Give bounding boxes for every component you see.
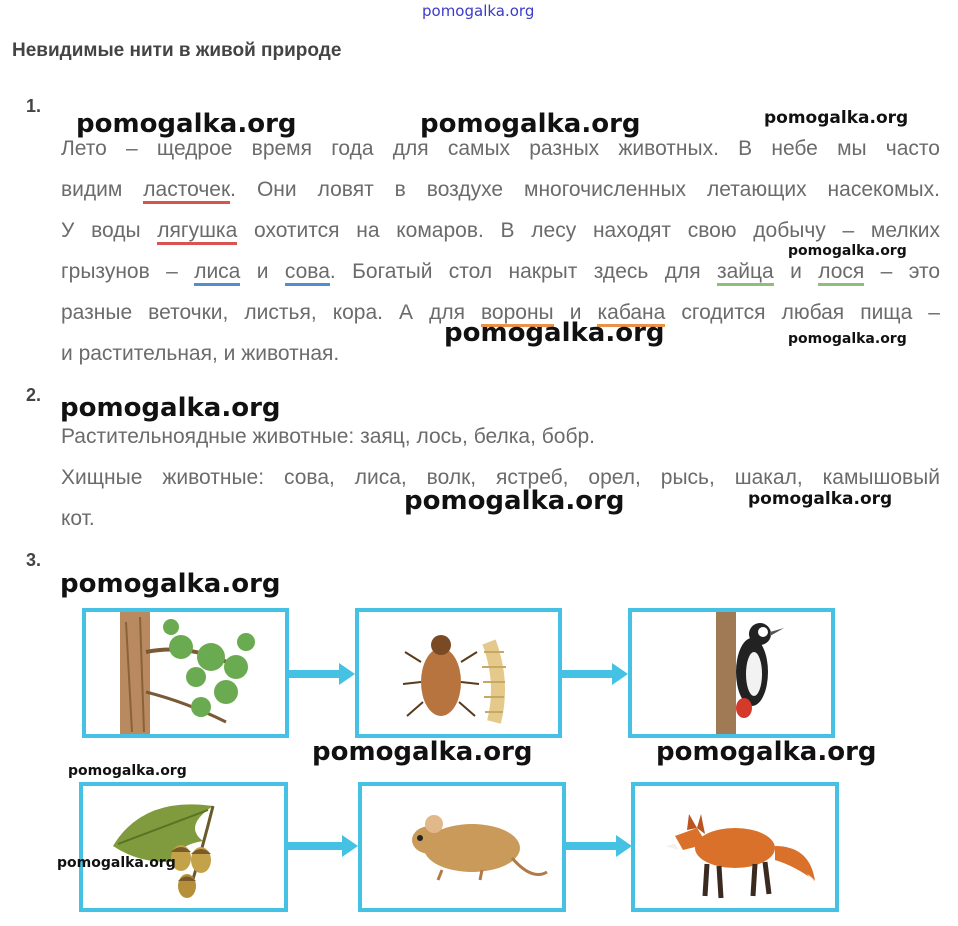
watermark: pomogalka.org [444, 318, 665, 348]
watermark: pomogalka.org [764, 108, 909, 128]
oak-leaf-icon [83, 786, 284, 908]
word-crow: вороны [481, 301, 554, 327]
mouse-image [358, 782, 566, 912]
fox-icon [635, 786, 835, 908]
watermark: pomogalka.org [788, 331, 907, 347]
watermark: pomogalka.org [748, 489, 893, 509]
text-line: грызунов – лиса и сова. Богатый стол накрыт здесь для зайца и лося – это [61, 251, 940, 292]
watermark: pomogalka.org [60, 569, 281, 599]
section-number-3: 3. [26, 550, 42, 570]
text-line: Лето – щедрое время года для самых разных животных. В небе мы часто [61, 137, 940, 160]
chain-arrow [289, 670, 341, 678]
text-line: и растительная, и животная. [61, 342, 340, 365]
woodpecker-image [628, 608, 835, 738]
section2-paragraph [61, 416, 940, 539]
chain-arrow [566, 842, 618, 850]
chain-arrow [562, 670, 614, 678]
watermark: pomogalka.org [57, 855, 176, 871]
text-line: видим ласточек. Они ловят в воздухе многочисленных летающих насекомых. [61, 169, 940, 210]
watermark: pomogalka.org [788, 243, 907, 259]
watermark: pomogalka.org [420, 109, 641, 139]
watermark: pomogalka.org [404, 486, 625, 516]
watermark: pomogalka.org [76, 109, 297, 139]
herbivores-line: Растительноядные животные: заяц, лось, белка, бобр. [61, 425, 596, 448]
woodpecker-icon [632, 612, 831, 734]
section-number-2: 2. [26, 385, 42, 405]
tree-branch-icon [86, 612, 285, 734]
watermark: pomogalka.org [312, 737, 533, 767]
text-line: У воды лягушка охотится на комаров. В лесу находят свою добычу – мелких [61, 210, 940, 251]
beetle-larva-image [355, 608, 562, 738]
watermark: pomogalka.org [60, 393, 281, 423]
word-swallows: ласточек [143, 178, 230, 204]
word-owl: сова [285, 260, 330, 286]
site-header-link[interactable]: pomogalka.org [422, 2, 535, 20]
chain-arrow [288, 842, 344, 850]
watermark: pomogalka.org [656, 737, 877, 767]
oak-acorn-image [79, 782, 288, 912]
section-number-1: 1. [26, 96, 42, 116]
predators-line-end: кот. [61, 507, 95, 530]
page-title: Невидимые нити в живой природе [12, 40, 342, 61]
watermark: pomogalka.org [68, 763, 187, 779]
text-line: разные веточки, листья, кора. А для вороны и кабана сгодится любая пища – [61, 292, 940, 333]
word-elk: лося [818, 260, 864, 286]
predators-line: Хищные животные: сова, лиса, волк, ястреб, орел, рысь, шакал, камышовый [61, 466, 940, 489]
word-boar: кабана [597, 301, 665, 327]
word-hare: зайца [717, 260, 774, 286]
fox-image [631, 782, 839, 912]
word-fox: лиса [194, 260, 240, 286]
word-frog: лягушка [157, 219, 237, 245]
beetle-icon [359, 612, 558, 734]
mouse-icon [362, 786, 562, 908]
tree-branch-image [82, 608, 289, 738]
